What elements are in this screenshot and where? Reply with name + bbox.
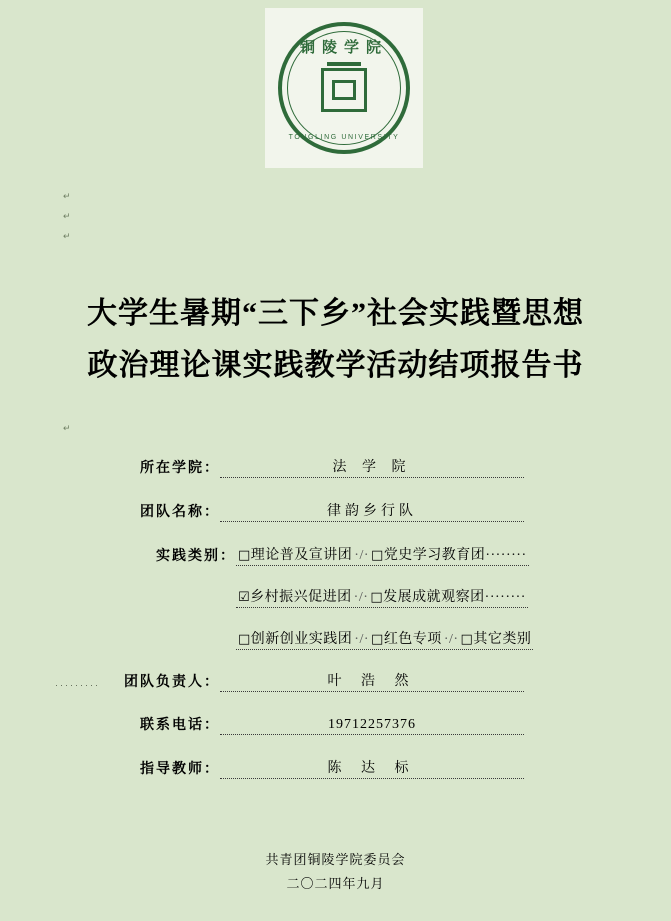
checkbox-发展成就观察团[interactable]: □ — [370, 590, 384, 605]
checkbox-理论普及宣讲团[interactable]: □ — [238, 548, 251, 563]
practice-type-options-row-2[interactable] — [236, 586, 528, 608]
leader-lead-dots: ········· — [55, 680, 100, 690]
separator-3: ·/· — [354, 632, 370, 647]
title-line-2: 政治理论课实践教学活动结项报告书 — [87, 349, 584, 382]
university-seal-icon — [278, 22, 410, 154]
teacher-value[interactable]: 陈 达 标 — [220, 757, 524, 779]
page-title — [0, 288, 671, 392]
leader-label: 团队负责人： — [124, 675, 220, 690]
paragraph-mark-3: ↵ — [63, 231, 71, 241]
document-footer — [0, 848, 671, 896]
paragraph-mark-4: ↵ — [63, 423, 71, 433]
practice-type-label: 实践类别： — [156, 549, 236, 564]
spacer-left-4 — [0, 777, 102, 779]
checkbox-其它类别[interactable]: □ — [460, 632, 474, 647]
field-practice-type-row-3 — [0, 628, 671, 650]
paragraph-mark-2: ↵ — [63, 211, 71, 221]
checkbox-红色专项[interactable]: □ — [371, 632, 384, 647]
seal-emblem-icon — [321, 68, 367, 112]
trailing-dots-1: ········ — [485, 548, 527, 563]
checkbox-创新创业实践团[interactable]: □ — [238, 632, 251, 647]
phone-value[interactable]: 19712257376 — [220, 717, 524, 735]
footer-organization: 共青团铜陵学院委员会 — [265, 852, 406, 867]
practice-type-label-spacer-3 — [0, 649, 236, 650]
spacer-left-3 — [0, 733, 102, 735]
seal-chinese-name: 铜陵学院 — [299, 40, 388, 56]
option-label-7: 其它类别 — [473, 632, 532, 647]
option-label-6: 红色专项 — [383, 632, 442, 647]
spacer-left-2 — [0, 520, 102, 522]
trailing-dots-2: ········ — [484, 590, 526, 605]
separator-4: ·/· — [443, 632, 459, 647]
footer-date: 二〇二四年九月 — [286, 876, 385, 891]
field-college — [0, 456, 671, 478]
option-label-5: 创新创业实践团 — [250, 632, 353, 647]
title-line-1: 大学生暑期“三下乡”社会实践暨思想 — [87, 297, 584, 330]
option-label-3: 乡村振兴促进团 — [250, 590, 352, 605]
college-value[interactable]: 法 学 院 — [220, 456, 524, 478]
seal-english-name: TONGLING UNIVERSITY — [288, 134, 400, 141]
practice-type-options-row-3[interactable] — [236, 628, 533, 650]
checkbox-党史学习教育团[interactable]: □ — [371, 548, 384, 563]
team-name-value[interactable]: 律韵乡行队 — [220, 500, 524, 522]
separator-2: ·/· — [353, 590, 369, 605]
field-practice-type-row-1 — [0, 544, 671, 566]
checkbox-乡村振兴促进团[interactable]: ☑ — [238, 590, 251, 605]
field-teacher — [0, 757, 671, 779]
option-label-4: 发展成就观察团 — [383, 590, 485, 605]
form-fields — [0, 456, 671, 801]
practice-type-options-row-1[interactable] — [236, 544, 529, 566]
spacer-left — [0, 476, 102, 478]
option-label-2: 党史学习教育团 — [383, 548, 486, 563]
field-phone — [0, 714, 671, 735]
team-name-label: 团队名称： — [140, 505, 220, 520]
phone-label: 联系电话： — [140, 718, 220, 733]
field-leader — [0, 670, 671, 692]
teacher-label: 指导教师： — [140, 762, 220, 777]
field-team-name — [0, 500, 671, 522]
paragraph-mark-1: ↵ — [63, 191, 71, 201]
college-label: 所在学院： — [140, 461, 220, 476]
practice-type-label-spacer-2 — [0, 607, 236, 608]
option-label-1: 理论普及宣讲团 — [250, 548, 353, 563]
separator-1: ·/· — [354, 548, 370, 563]
field-practice-type-row-2 — [0, 586, 671, 608]
university-logo — [265, 8, 423, 168]
leader-value[interactable]: 叶 浩 然 — [220, 670, 524, 692]
